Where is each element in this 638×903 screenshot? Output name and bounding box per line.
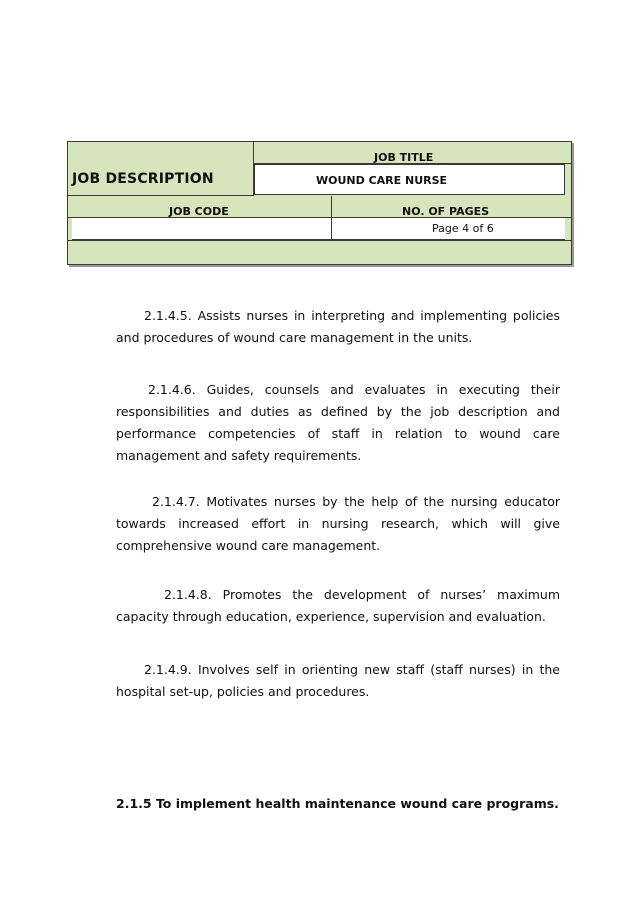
paragraph-2-1-4-7: 2.1.4.7. Motivates nurses by the help of the nursing educator towards increased effort in nursing research, which will give comprehensive wound care management. xyxy=(116,494,560,553)
pages-label-cell xyxy=(332,196,571,218)
header-bottom-band xyxy=(68,240,571,264)
job-description-label: JOB DESCRIPTION xyxy=(72,171,214,187)
job-code-label: JOB CODE xyxy=(169,205,229,218)
job-description-header-table xyxy=(67,141,572,265)
pages-label: NO. OF PAGES xyxy=(402,205,490,218)
job-code-label-cell xyxy=(68,196,332,218)
paragraph-2-1-4-8: 2.1.4.8. Promotes the development of nurses’ maximum capacity through education, experience, supervision and evaluation. xyxy=(116,587,560,624)
job-title-value-cell xyxy=(254,164,565,195)
paragraph-2-1-4-6: 2.1.4.6. Guides, counsels and evaluates in executing their responsibilities and duties as defined by the job description and performance competencies of staff in relation to wound care management and safety requirements. xyxy=(116,382,560,463)
pages-value: Page 4 of 6 xyxy=(432,222,494,235)
job-title-label: JOB TITLE xyxy=(374,151,434,164)
job-title-label-cell xyxy=(254,142,571,164)
paragraph-2-1-4-5: 2.1.4.5. Assists nurses in interpreting and implementing policies and procedures of wound care management in the units. xyxy=(116,308,560,345)
job-code-value-cell xyxy=(72,218,332,240)
job-title-value: WOUND CARE NURSE xyxy=(316,174,448,187)
pages-value-cell xyxy=(332,218,565,240)
section-heading-2-1-5: 2.1.5 To implement health maintenance wound care programs. xyxy=(116,796,559,811)
paragraph-2-1-4-9: 2.1.4.9. Involves self in orienting new staff (staff nurses) in the hospital set-up, policies and procedures. xyxy=(116,662,560,699)
job-description-cell xyxy=(68,142,254,196)
